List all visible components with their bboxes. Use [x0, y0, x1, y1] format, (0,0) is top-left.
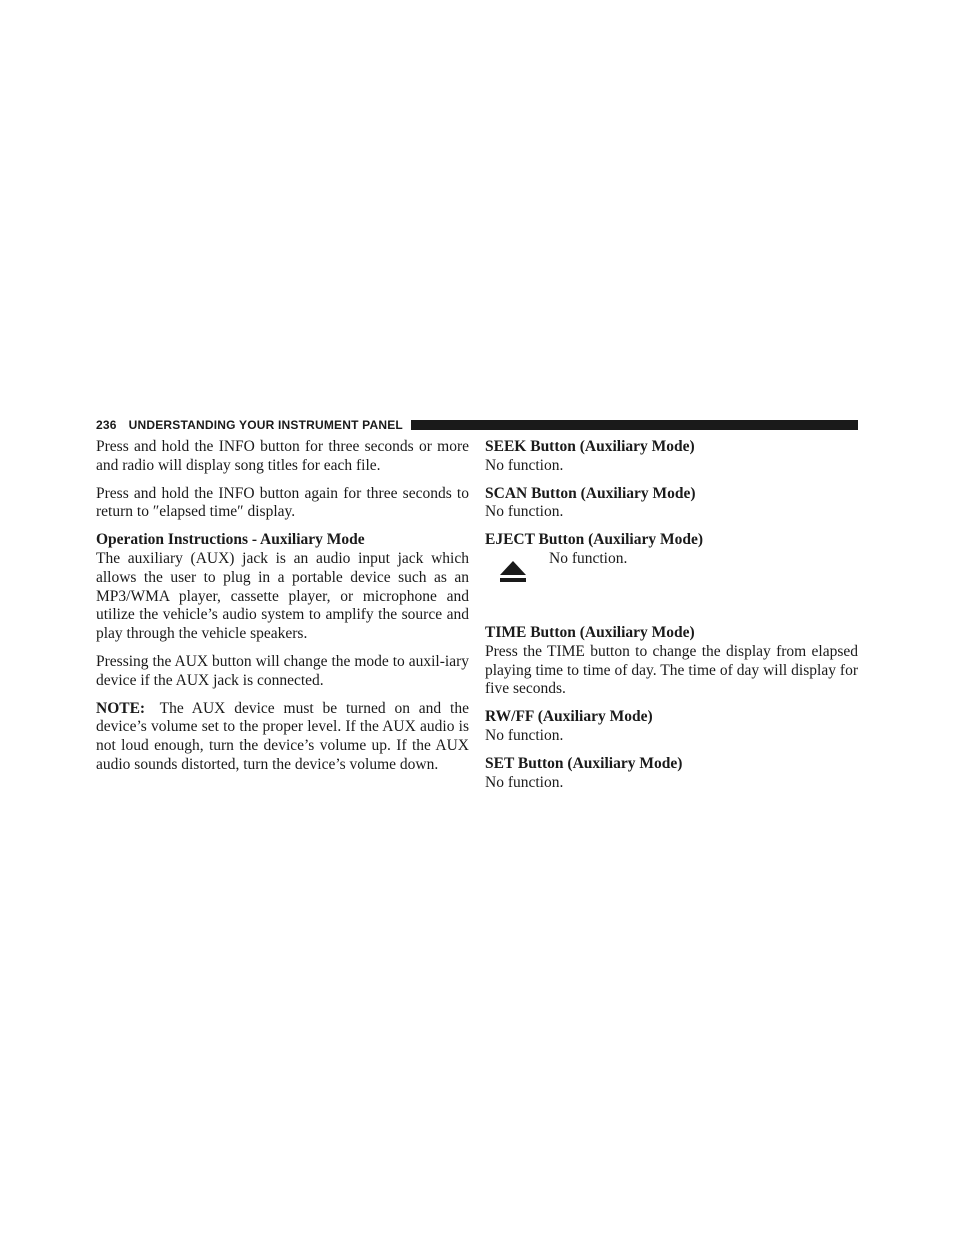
- left-column: [96, 438, 469, 784]
- scan-section: [485, 485, 858, 523]
- right-column: [485, 438, 858, 801]
- aux-jack-paragraph: The auxiliary (AUX) jack is an audio input jack which allows the user to plug in a portable device such as an MP3/WMA player, cassette player, or microphone and utilize the vehicle’s audio system to amplify the source and play through the vehicle speakers.: [96, 549, 469, 643]
- rwff-text: No function.: [485, 726, 564, 744]
- section-title: UNDERSTANDING YOUR INSTRUMENT PANEL: [128, 418, 403, 432]
- set-text: No function.: [485, 773, 564, 791]
- time-text: Press the TIME button to change the display from elapsed playing time to time of day. The time of day will display for five seconds.: [485, 642, 858, 698]
- rwff-heading: RW/FF (Auxiliary Mode): [485, 708, 653, 726]
- aux-mode-heading: Operation Instructions - Auxiliary Mode: [96, 531, 365, 549]
- scan-text: No function.: [485, 503, 564, 521]
- eject-row: [485, 550, 858, 624]
- time-heading: TIME Button (Auxiliary Mode): [485, 623, 695, 641]
- page-header: [96, 416, 858, 434]
- eject-heading: EJECT Button (Auxiliary Mode): [485, 531, 704, 549]
- set-heading: SET Button (Auxiliary Mode): [485, 754, 683, 772]
- note-text: The AUX device must be turned on and the device’s volume set to the proper level. If the AUX audio is not loud enough, turn the device’s volume up. If the AUX audio sounds distorted, turn the device’s volume down.: [96, 699, 469, 773]
- seek-text: No function.: [485, 456, 564, 474]
- eject-text: No function.: [549, 549, 628, 567]
- note-label: NOTE:: [96, 699, 146, 717]
- info-paragraph-2: Press and hold the INFO button again for three seconds to return to ″elapsed time″ display.: [96, 484, 469, 521]
- note-paragraph: [96, 700, 469, 775]
- page-number: 236: [96, 418, 117, 432]
- scan-heading: SCAN Button (Auxiliary Mode): [485, 484, 696, 502]
- eject-icon: [499, 560, 527, 584]
- aux-button-paragraph: Pressing the AUX button will change the mode to auxil-iary device if the AUX jack is connected.: [96, 652, 469, 689]
- eject-section: [485, 531, 858, 624]
- time-section: [485, 624, 858, 699]
- header-rule: [411, 420, 858, 430]
- rwff-section: [485, 708, 858, 746]
- set-section: [485, 755, 858, 793]
- seek-section: [485, 438, 858, 476]
- info-paragraph-1: Press and hold the INFO button for three seconds or more and radio will display song titles for each file.: [96, 438, 469, 474]
- seek-heading: SEEK Button (Auxiliary Mode): [485, 438, 695, 455]
